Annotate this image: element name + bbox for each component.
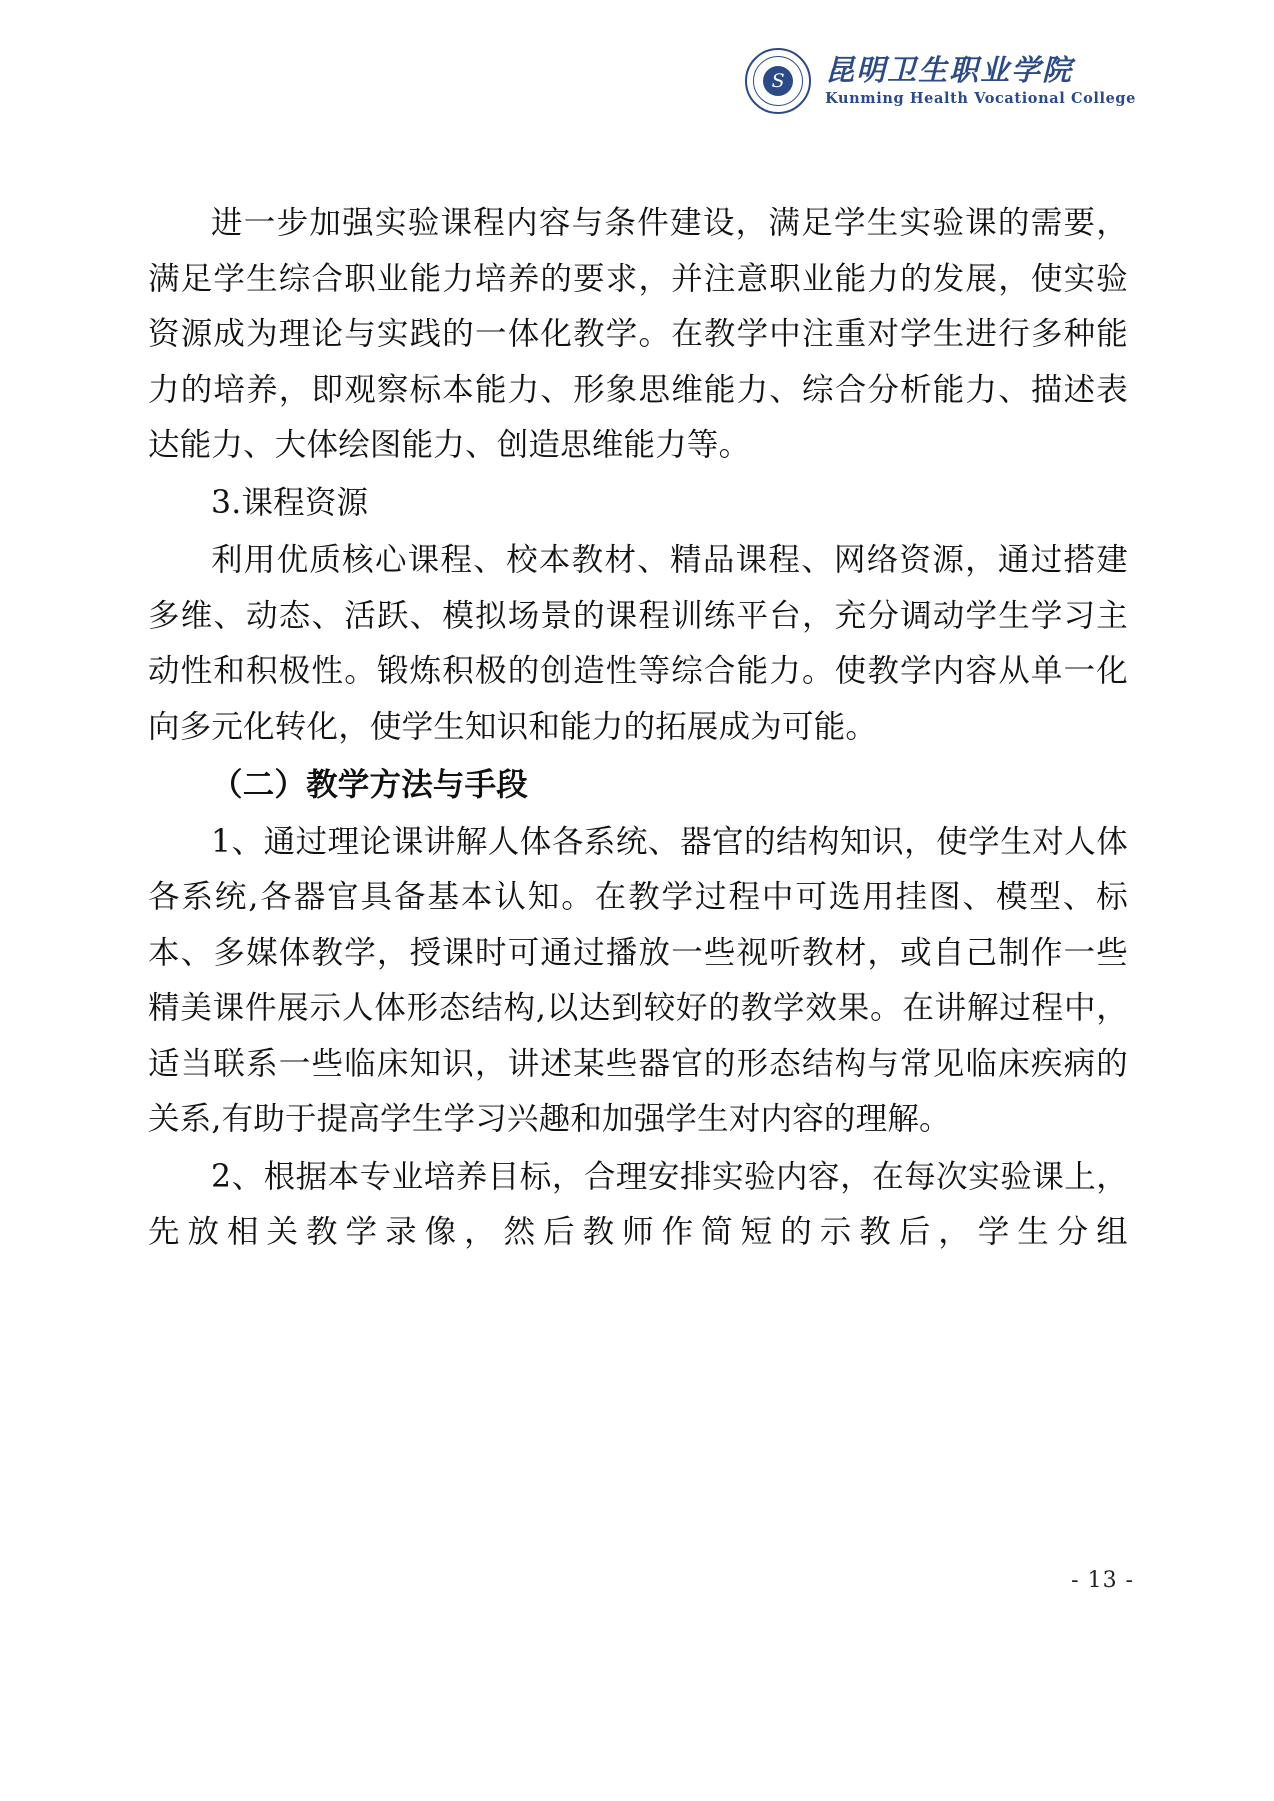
paragraph-1: 进一步加强实验课程内容与条件建设，满足学生实验课的需要，满足学生综合职业能力培养的要求，并注意职业能力的发展，使实验资源成为理论与实践的一体化教学。在教学中注重对学生进行多种能力的培养，即观察标本能力、形象思维能力、综合分析能力、描述表达能力、大体绘图能力、创造思维能力等。: [148, 205, 1128, 463]
paragraph-item-1: 1、通过理论课讲解人体各系统、器官的结构知识，使学生对人体各系统,各器官具备基本认知。在教学过程中可选用挂图、模型、标本、多媒体教学，授课时可通过播放一些视听教材，或自己制作一些精美课件展示人体形态结构,以达到较好的教学效果。在讲解过程中，适当联系一些临床知识，讲述某些器官的形态结构与常见临床疾病的关系,有助于提高学生学习兴趣和加强学生对内容的理解。: [148, 823, 1128, 1137]
college-seal-icon: [745, 48, 811, 114]
college-name-cn: 昆明卫生职业学院: [825, 53, 1074, 88]
college-name-en: Kunming Health Vocational College: [825, 89, 1136, 107]
college-letterhead: [745, 48, 1136, 114]
seal-monogram: S: [763, 66, 793, 96]
paragraph-heading-teaching-methods: （二）教学方法与手段: [211, 766, 529, 803]
paragraph-2: 利用优质核心课程、校本教材、精品课程、网络资源，通过搭建多维、动态、活跃、模拟场景的课程训练平台，充分调动学生学习主动性和积极性。锻炼积极的创造性等综合能力。使教学内容从单一化向多元化转化，使学生知识和能力的拓展成为可能。: [148, 542, 1128, 745]
paragraph-item-2: 2、根据本专业培养目标，合理安排实验内容，在每次实验课上，先放相关教学录像，然后教师作简短的示教后，学生分组: [148, 1158, 1128, 1250]
paragraph-section-3-resources: 3.课程资源: [211, 484, 369, 521]
page-number: - 13 -: [1071, 1568, 1134, 1593]
document-body: [148, 196, 1128, 1263]
college-name-block: [825, 55, 1136, 106]
